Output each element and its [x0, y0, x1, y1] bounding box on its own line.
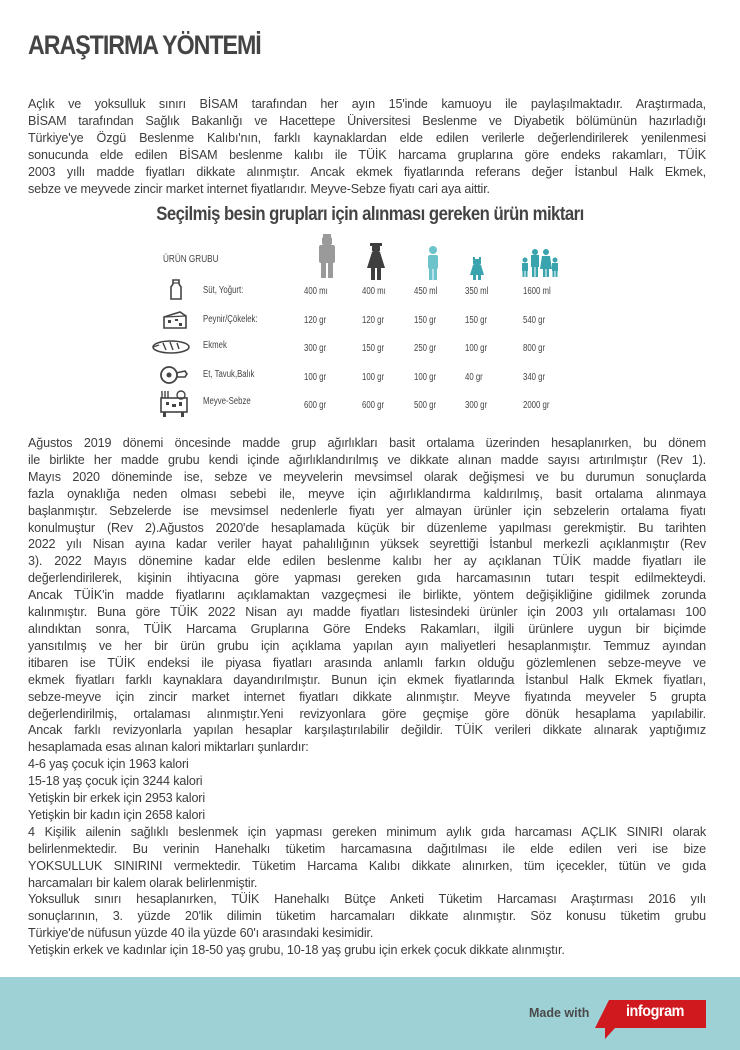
value-cell: 250 gr — [414, 343, 437, 354]
body-line: itibaren ise TÜİK endeksi ile piyasa fiyatları arasında anlamlı farkın olduğu gözlemlenen sebze-meyve ve — [28, 655, 706, 670]
intro-line: sonucunda elde edilen BİSAM beslenme kalıbı ile TÜİK harcama gruplarına göre endeks rakamları, TÜİK — [28, 147, 706, 162]
value-cell: 800 gr — [523, 343, 546, 354]
infographic-title: Seçilmiş besin grupları için alınması gereken ürün miktarı — [156, 204, 584, 225]
body-line: Yoksulluk sınırı hesaplanırken, TÜİK Hanehalkı Bütçe Anketi Tüketim Harcaması Araştırması 2016 yılı — [28, 892, 706, 907]
body-line: Ağustos 2019 dönemi öncesinde madde grup ağırlıkları basit ortalama üzerinden hesaplanırken, bu dönem — [28, 436, 706, 450]
body-line: Ancak farklı revizyonlarla yapılan hesaplar karşılaştırılabilir değildir. TÜİK verileri dikkate alınarak yaptığımız — [28, 723, 706, 738]
intro-line: Türkiye'ye Özgü Beslenme Kalıbı'nın, farklı kaynaklardan elde edilen verilerle değerlendirilerek yenilenmesi — [28, 130, 706, 145]
body-line: 4 Kişilik ailenin sağlıklı beslenmek için yapması gereken minimum aylık gıda harcaması AÇLIK SINIRI olarak — [28, 824, 706, 839]
value-cell: 300 gr — [304, 343, 327, 354]
value-cell: 400 mı — [304, 286, 328, 297]
value-cell: 150 gr — [362, 343, 385, 354]
milk-bottle-icon — [169, 279, 183, 301]
value-cell: 2000 gr — [523, 400, 550, 411]
value-cell: 600 gr — [362, 400, 385, 411]
body-line: değerlendirilerek, kişinin ihtiyacına göre yapması gereken gıda harcamasının tutarı tespit edilmekteydi. — [28, 571, 706, 586]
teen-child-icon — [427, 246, 439, 280]
value-cell: 350 ml — [465, 286, 489, 297]
row-label: Meyve-Sebze — [203, 396, 251, 407]
body-line: Yetişkin bir kadın için 2658 kalori — [28, 807, 205, 822]
value-cell: 120 gr — [304, 315, 327, 326]
body-line: sonuçlarının, 3. yüzde 20'lik dilimin tüketim harcamaları dikkate alınmıştır. Söz konusu tüketim grubu — [28, 909, 706, 924]
value-cell: 100 gr — [362, 372, 385, 383]
body-line: Mayıs 2020 döneminde ise, sebze ve meyvelerin mevsimsel olarak değişmesi ve bu durumun sonuçlarda — [28, 469, 706, 484]
body-line: konulmuştur (Rev 2).Ağustos 2020'de hesaplamada küçük bir düzenleme yapılması gerekmiştir. Bu tarihten — [28, 520, 706, 535]
row-label: Süt, Yoğurt: — [203, 285, 244, 296]
body-line: Yetişkin erkek ve kadınlar için 18-50 yaş grubu, 10-18 yaş grubu için erkek çocuk dikkate alınmıştır. — [28, 943, 565, 958]
value-cell: 120 gr — [362, 315, 385, 326]
body-line: ile birlikte her madde grubu kendi içinde ağırlıklandırılmış ve dikkate alınan madde sayısı artırılmıştır (Rev 1). — [28, 452, 706, 467]
body-paragraph — [28, 435, 706, 959]
body-line: kalınmıştır. Buna göre TÜİK 2022 Nisan ayı madde fiyatları listesindeki ürünler için 2003 yılı ortalaması 100 — [28, 605, 706, 620]
young-child-icon — [470, 257, 484, 280]
row-label: Ekmek — [203, 340, 227, 351]
body-line: değerlendirilmiş, ortalaması alınmıştır.Yeni revizyonlara göre geçmişe göre dönük hesaplama yapılabilir. — [28, 706, 706, 721]
value-cell: 340 gr — [523, 372, 546, 383]
value-cell: 300 gr — [465, 400, 488, 411]
bread-icon — [151, 338, 191, 356]
body-line: yansıtılmış ve her bir ürün grubu için açıklama yapılan ayın maliyetleri hesaplanmıştır. Temmuz ayından — [28, 638, 706, 653]
body-line: başlanmıştır. Sebzelerde ise mevsimsel nedenlerle fiyatı yer almayan ürünler için sebzelerin ortalama fiyatı — [28, 503, 706, 518]
value-cell: 100 gr — [414, 372, 437, 383]
value-cell: 100 gr — [304, 372, 327, 383]
made-with-label: Made with — [529, 1006, 590, 1020]
value-cell: 100 gr — [465, 343, 488, 354]
body-line: fazla oynaklığa neden olması sebebi ile, meyve için ağırlıklandırma kaldırılmış, basit ortalama alınmaya — [28, 486, 706, 501]
body-line: Ancak TÜİK'in madde fiyatlarını açıklamaktan vazgeçmesi ile birlikte, yöntem değişikliğine gidilmek zorunda — [28, 588, 706, 603]
value-cell: 150 gr — [414, 315, 437, 326]
value-cell: 540 gr — [523, 315, 546, 326]
body-line: 4-6 yaş çocuk için 1963 kalori — [28, 757, 189, 772]
value-cell: 600 gr — [304, 400, 327, 411]
body-line: 15-18 yaş çocuk için 3244 kalori — [28, 774, 203, 789]
value-cell: 450 ml — [414, 286, 438, 297]
body-line: 2022 yılı Nisan ayına kadar veriler hayat pahalılığının yüksek seyrettiği İstanbul merkezli açıklanmıştır (Rev — [28, 537, 706, 552]
intro-line: sebze ve meyvede zincir market internet fiyatlarıdır. Meyve-Sebze fiyatı cari aya aittir. — [28, 181, 490, 196]
infogram-brand[interactable]: infogram — [626, 1003, 685, 1020]
intro-line: 2003 yıllı madde fiyatları dikkate alınmıştır. Ancak ekmek fiyatlarında referans değer İstanbul Halk Ekmek, — [28, 164, 706, 179]
value-cell: 1600 ml — [523, 286, 551, 297]
adult-woman-icon — [366, 243, 386, 280]
body-line: Türkiye'de nüfusun yüzde 40 ila yüzde 60'ı arasındaki kesimidir. — [28, 926, 374, 941]
product-group-header: ÜRÜN GRUBU — [163, 253, 219, 265]
body-line: sebze-meyve için zincir market internet fiyatları dikkate alınmıştır. Meyve fiyatında meyveler 5 grupta — [28, 689, 706, 704]
family-icon — [521, 249, 559, 278]
cheese-icon — [162, 310, 188, 330]
body-line: harcamaları bir kalem olarak belirlenmiştir. — [28, 875, 258, 890]
body-line: belirlenmektedir. Bu verinin Hanehalkı tüketim harcamasına dağıtılması ile elde edilen veri ise bize — [28, 841, 706, 856]
row-label: Et, Tavuk,Balık — [203, 369, 255, 380]
body-line: alındıktan sonra, TÜİK Harcama Gruplarına Göre Endeks Rakamları, ilgili ürünlere uygun bir biçimde — [28, 621, 706, 636]
page-title: ARAŞTIRMA YÖNTEMİ — [28, 30, 261, 60]
value-cell: 400 mı — [362, 286, 386, 297]
food-quantity-table — [0, 0, 740, 430]
body-line: YOKSULLUK SINIRINI vermektedir. Tüketim Harcama Kalıbı dikkate alınırken, tüm içecekler, tütün ve gıda — [28, 858, 706, 873]
intro-line: Açlık ve yoksulluk sınırı BİSAM tarafından her ayın 15'inde kamuoyu ile paylaşılmaktadır. Araştırmada, — [28, 97, 706, 111]
meat-icon — [159, 365, 189, 385]
value-cell: 40 gr — [465, 372, 483, 383]
intro-line: BİSAM tarafından Sağlık Bakanlığı ve Hacettepe Üniversitesi Beslenme ve Diyabetik bölümünün hazırladığı — [28, 113, 706, 128]
body-line: ekmek fiyatları farklı kaynaklara dayandırılmıştır. Bunun için ekmek fiyatlarında İstanbul Halk Ekmek fiyatları, — [28, 672, 706, 687]
body-line: Yetişkin bir erkek için 2953 kalori — [28, 791, 205, 806]
body-line: hesaplamada esas alınan kalori miktarları şunlardır: — [28, 740, 309, 755]
fruit-vegetable-icon — [159, 390, 189, 418]
body-line: 3). 2022 Mayıs dönemine kadar elde edilen beslenme kalıbı her ay açıklanan TÜİK madde fiyatları ile — [28, 554, 706, 569]
value-cell: 500 gr — [414, 400, 437, 411]
value-cell: 150 gr — [465, 315, 488, 326]
row-label: Peynir/Çökelek: — [203, 314, 258, 325]
adult-man-icon — [318, 234, 336, 278]
